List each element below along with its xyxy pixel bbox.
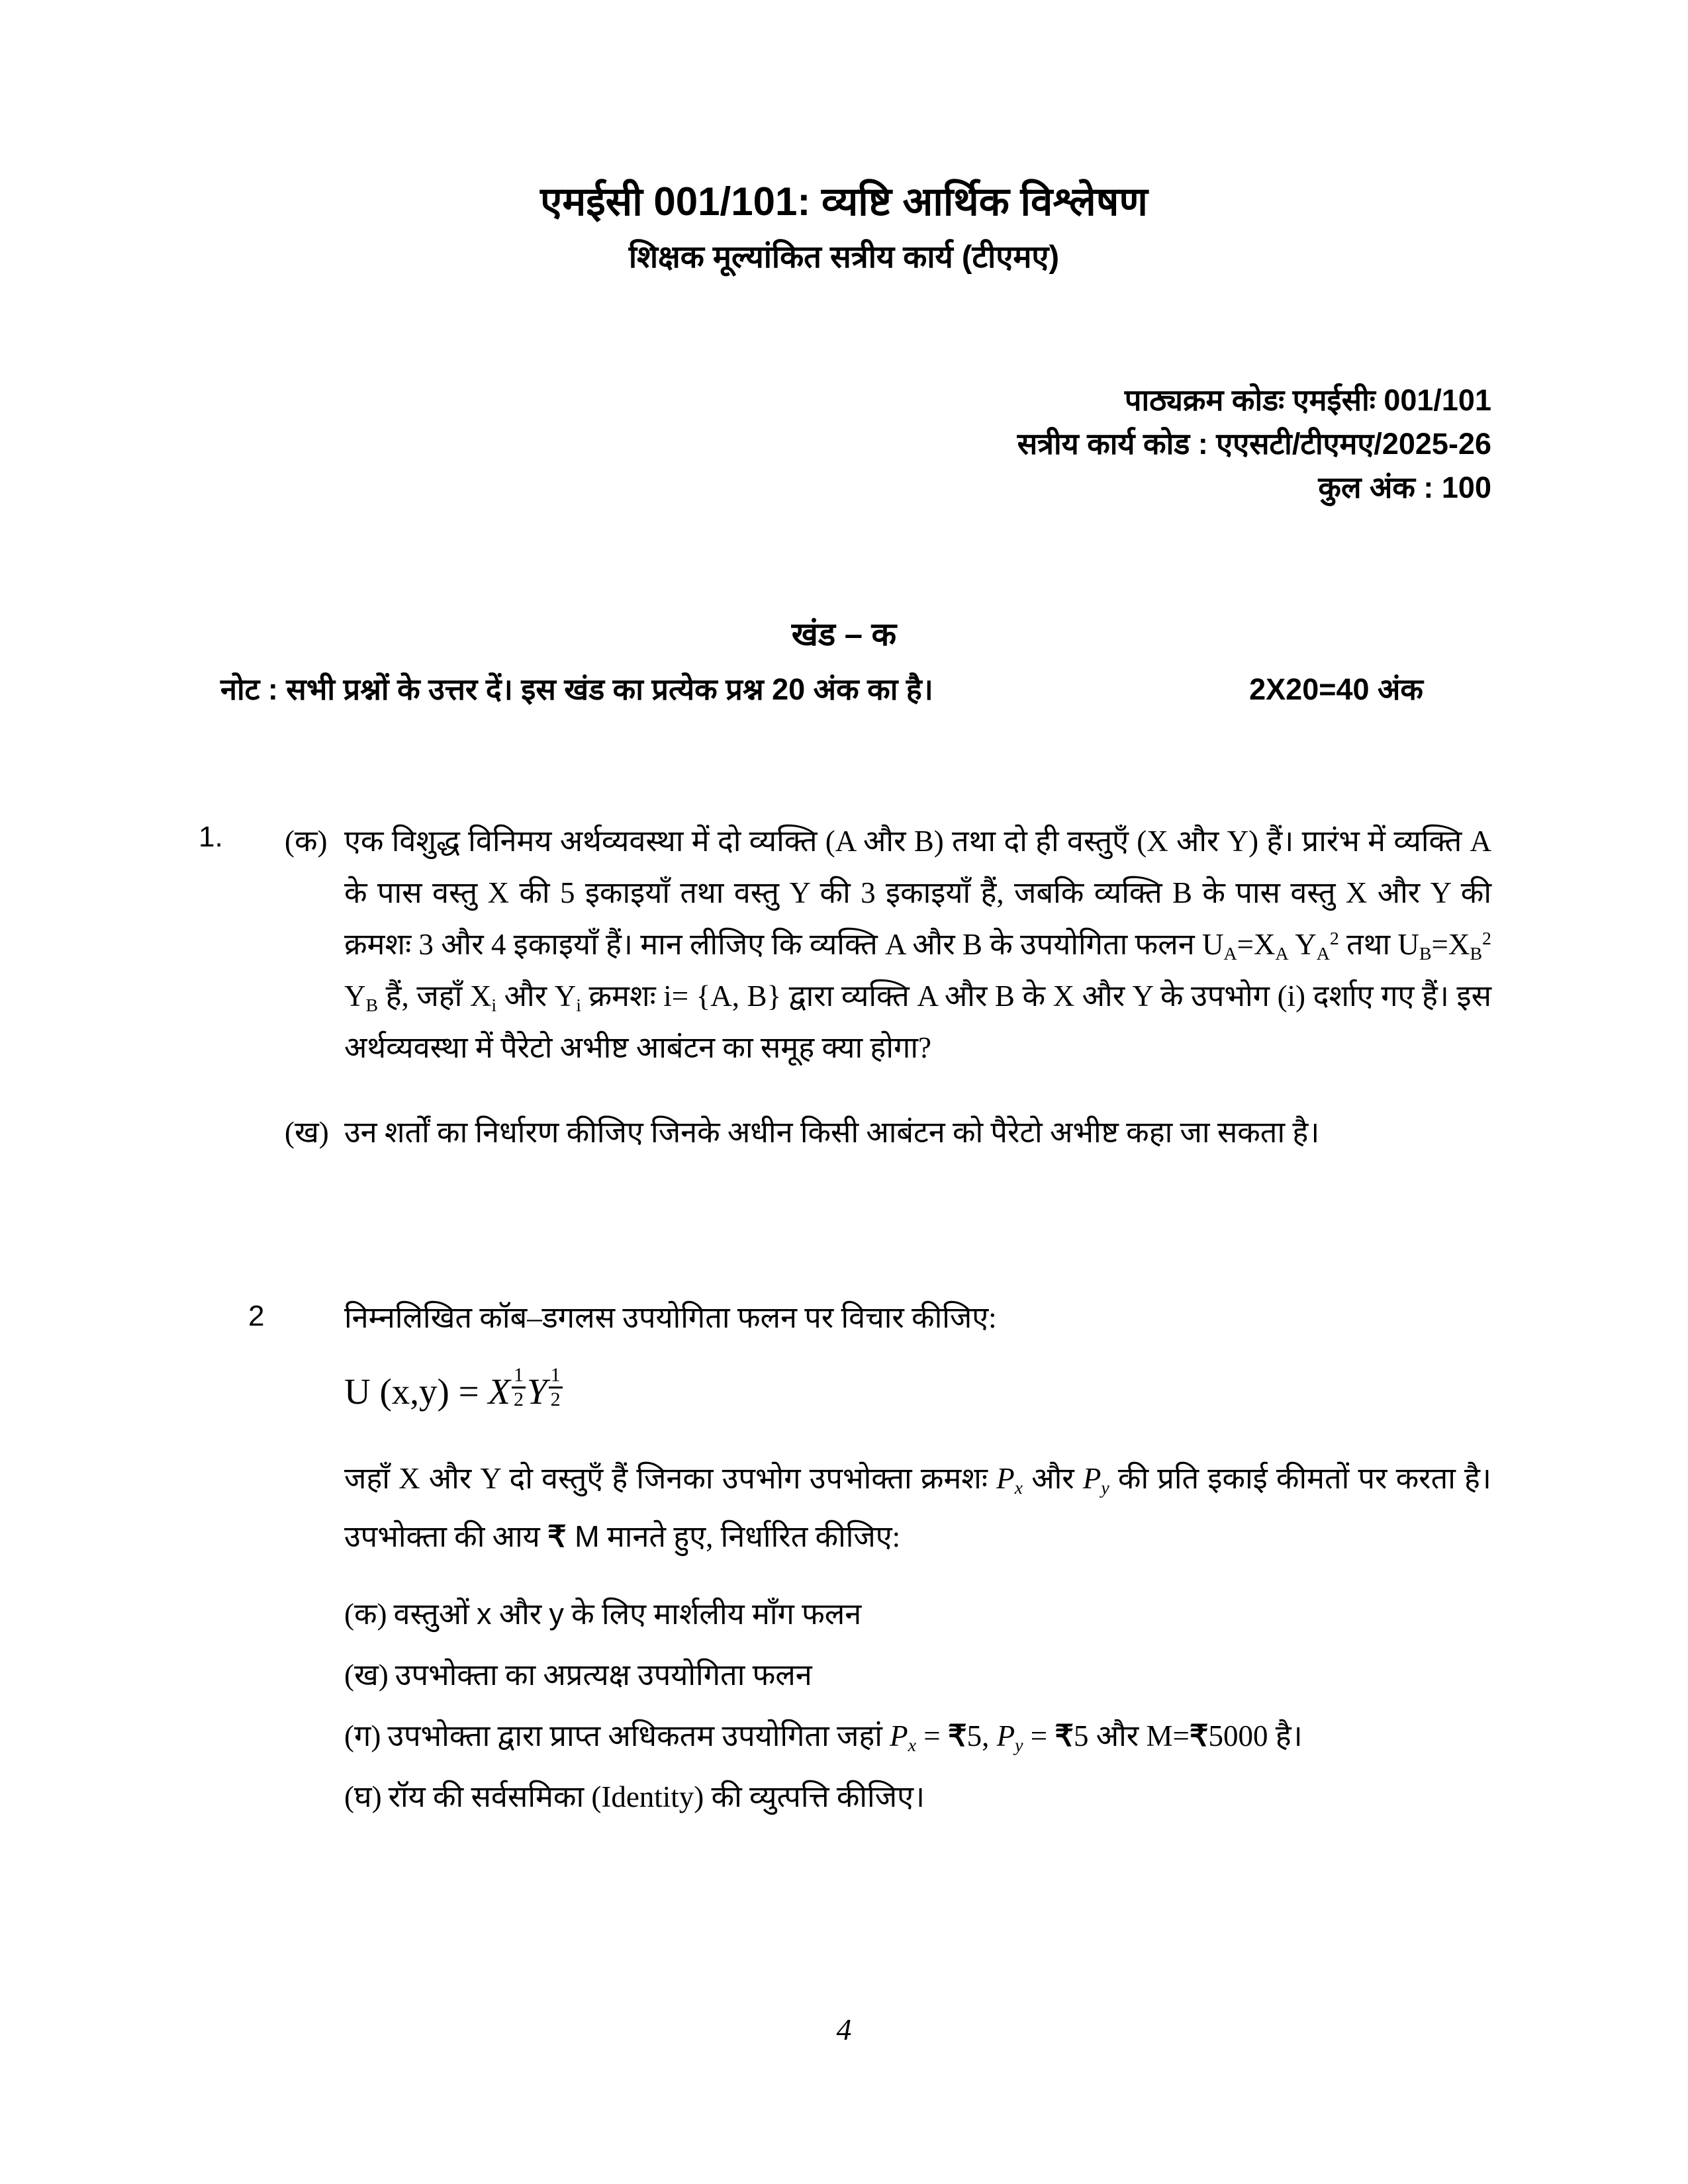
question-2-number: 2 bbox=[248, 1300, 265, 1332]
q2-part-a-text: वस्तुओं x और y के लिए मार्शलीय माँग फलन bbox=[393, 1597, 862, 1631]
q1-part-b-text: उन शर्तों का निर्धारण कीजिए जिनके अधीन किसी आबंटन को पैरेटो अभीष्ट कहा जा सकता है। bbox=[344, 1116, 1320, 1149]
page-header bbox=[0, 177, 1688, 277]
q2-utility-formula: U (x,y) = X $\frac{1}{2}$ Y $\frac{1}{2}$ bbox=[344, 1363, 1491, 1432]
q2-part-d-label: (घ) bbox=[344, 1780, 382, 1813]
q2-subparts bbox=[344, 1594, 1491, 1817]
q2-part-a-label: (क) bbox=[344, 1598, 387, 1631]
q1-part-a-label: (क) bbox=[285, 825, 328, 858]
section-marks: 2X20=40 अंक bbox=[1249, 672, 1423, 706]
section-heading: खंड – क bbox=[791, 617, 897, 653]
q2-part-a bbox=[344, 1594, 1491, 1635]
assignment-subtitle: शिक्षक मूल्यांकित सत्रीय कार्य (टीएमए) bbox=[628, 239, 1060, 274]
q1-part-b bbox=[199, 1107, 1491, 1158]
q1-part-a bbox=[199, 815, 1491, 1073]
q2-part-c-label: (ग) bbox=[344, 1719, 381, 1752]
section-note: नोट : सभी प्रश्नों के उत्तर दें। इस खंड का प्रत्येक प्रश्न 20 अंक का है। bbox=[220, 672, 933, 706]
q2-part-d-text: रॉय की सर्वसमिका (Identity) की व्युत्पत्ति कीजिए। bbox=[388, 1780, 925, 1813]
q2-part-b-label: (ख) bbox=[344, 1659, 389, 1692]
question-2 bbox=[248, 1295, 1491, 1837]
q2-part-c-text: उपभोक्ता द्वारा प्राप्त अधिकतम उपयोगिता जहां $P_x$ = ₹5, $P_y$ = ₹5 और M=₹5000 है। bbox=[387, 1719, 1303, 1756]
assignment-code: सत्रीय कार्य कोड : एएसटी/टीएमए/2025-26 bbox=[1017, 427, 1491, 461]
q2-part-b bbox=[344, 1655, 1491, 1696]
total-marks: कुल अंक : 100 bbox=[1318, 471, 1491, 504]
q2-intro: निम्नलिखित कॉब–डगलस उपयोगिता फलन पर विचार कीजिए: bbox=[344, 1301, 997, 1334]
q2-part-b-text: उपभोक्ता का अप्रत्यक्ष उपयोगिता फलन bbox=[395, 1659, 812, 1692]
q2-description: जहाँ X और Y दो वस्तुएँ हैं जिनका उपभोग उपभोक्ता क्रमशः $P_x$ और $P_y$ की प्रति इकाई कीमतों पर करता है। उपभोक्ता की आय ₹ M मानते हुए, निर्धारित कीजिए: bbox=[344, 1462, 1491, 1553]
question-1-number: 1. bbox=[199, 821, 223, 853]
meta-block bbox=[1017, 379, 1491, 510]
section-note-row bbox=[220, 668, 1423, 709]
course-title: एमईसी 001/101: व्यष्टि आर्थिक विश्लेषण bbox=[540, 179, 1148, 224]
q2-part-d bbox=[344, 1776, 1491, 1817]
question-2-content bbox=[344, 1295, 1491, 1817]
page-number: 4 bbox=[836, 2013, 852, 2046]
question-1 bbox=[199, 815, 1491, 1158]
q1-part-a-text: एक विशुद्ध विनिमय अर्थव्यवस्था में दो व्यक्ति (A और B) तथा दो ही वस्तुएँ (X और Y) हैं। प्रारंभ में व्यक्ति A के पास वस्तु X की 5 इकाइयाँ तथा वस्तु Y की 3 इकाइयाँ हैं, जबकि व्यक्ति B के पास वस्तु X और Y की क्रमशः 3 और 4 इकाइयाँ हैं। मान लीजिए कि व्यक्ति A और B के उपयोगिता फलन $U_A=X_A$ $Y_A^2$ तथा $U_B=X_B^2$ $Y_B$ हैं, जहाँ $X_i$ और $Y_i$ क्रमशः i= {A, B} द्वारा व्यक्ति A और B के X और Y के उपभोग (i) दर्शाए गए हैं। इस अर्थव्यवस्था में पैरेटो अभीष्ट आबंटन का समूह क्या होगा? bbox=[344, 825, 1491, 1064]
q1-part-b-label: (ख) bbox=[285, 1116, 329, 1149]
course-code: पाठ्यक्रम कोडः एमईसीः 001/101 bbox=[1124, 383, 1491, 417]
q2-part-c bbox=[344, 1715, 1491, 1756]
